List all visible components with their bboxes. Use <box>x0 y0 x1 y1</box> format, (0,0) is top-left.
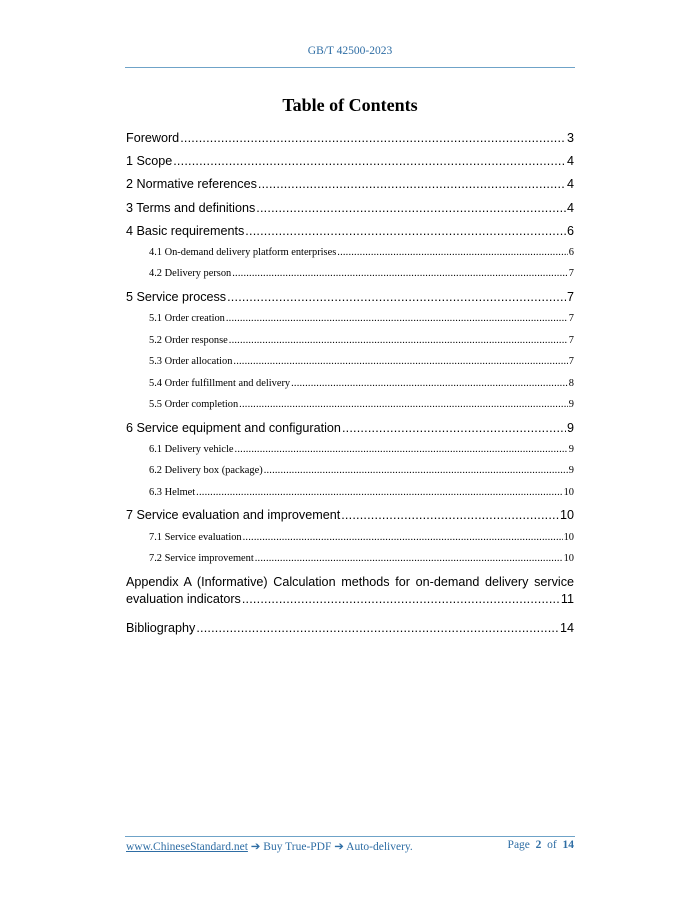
appendix-title-line1: Appendix A (Informative) Calculation methods for on-demand delivery service <box>126 574 574 589</box>
toc-entry-page: 4 <box>566 200 574 215</box>
toc-entry-label: 5.1 Order creation <box>149 313 225 325</box>
dot-leader <box>255 552 563 566</box>
dot-leader <box>239 398 568 412</box>
toc-entry-label: 6.2 Delivery box (package) <box>149 465 263 477</box>
toc-entry-page: 10 <box>563 486 574 498</box>
toc-entry-label: Foreword <box>126 131 180 145</box>
toc-entry-label: 2 Normative references <box>126 177 257 192</box>
dot-leader <box>196 486 562 500</box>
toc-entry-page: 10 <box>563 553 574 564</box>
toc-entry-page: 8 <box>568 377 574 389</box>
toc-entry[interactable] <box>126 531 574 553</box>
toc-entry-page: 7 <box>568 356 574 368</box>
toc-entry[interactable] <box>126 200 574 223</box>
toc-entry[interactable] <box>126 507 574 530</box>
dot-leader <box>173 153 566 170</box>
toc-entry[interactable] <box>126 176 574 199</box>
toc-entry[interactable] <box>126 443 574 465</box>
dot-leader <box>229 334 568 348</box>
toc-entry-page: 14 <box>559 620 574 635</box>
toc-entry-label: Bibliography <box>126 620 196 635</box>
toc-entry-label: 5.2 Order response <box>149 334 228 346</box>
dot-leader <box>341 507 559 524</box>
toc-entry-label: 5.5 Order completion <box>149 399 239 411</box>
total-pages: 14 <box>562 839 574 851</box>
toc-entry-page: 10 <box>559 508 574 523</box>
toc-entry-label: 5.3 Order allocation <box>149 356 233 368</box>
document-header <box>0 45 700 57</box>
dot-leader <box>226 312 568 326</box>
toc-entry[interactable] <box>126 289 574 312</box>
dot-leader <box>180 130 566 147</box>
toc-entry-label: 4 Basic requirements <box>126 223 245 238</box>
toc-entry-label: 5.4 Order fulfillment and delivery <box>149 377 291 389</box>
toc-entry[interactable] <box>126 486 574 508</box>
dot-leader <box>227 289 566 306</box>
dot-leader <box>256 200 566 217</box>
table-of-contents <box>126 130 574 643</box>
arrow-right-icon: ➔ <box>250 841 261 853</box>
toc-entry-page: 7 <box>566 289 574 304</box>
toc-entry-page: 7 <box>568 268 574 280</box>
toc-entry-label: 3 Terms and definitions <box>126 200 256 215</box>
toc-entry-label: 1 Scope <box>126 154 173 169</box>
toc-entry[interactable] <box>126 398 574 420</box>
dot-leader <box>258 176 566 193</box>
toc-entry-page: 4 <box>566 154 574 169</box>
dot-leader <box>245 223 566 240</box>
dot-leader <box>232 267 568 281</box>
toc-entry-page: 9 <box>568 465 574 477</box>
toc-entry[interactable] <box>126 355 574 377</box>
toc-entry-page: 7 <box>568 334 574 346</box>
toc-entry-page: 6 <box>568 246 574 258</box>
toc-entry[interactable] <box>126 420 574 443</box>
toc-entry-label: 4.1 On-demand delivery platform enterprises <box>149 246 337 258</box>
toc-entry-label: 6.1 Delivery vehicle <box>149 443 234 455</box>
appendix-title-line2: evaluation indicators <box>126 592 241 606</box>
toc-entry[interactable] <box>126 552 574 574</box>
toc-entry-label: 6.3 Helmet <box>149 486 196 498</box>
dot-leader <box>196 620 559 637</box>
arrow-right-icon: ➔ <box>334 841 344 853</box>
toc-entry-page: 11 <box>560 592 574 606</box>
page-label: Page <box>507 839 530 851</box>
page-title: Table of Contents <box>282 95 418 115</box>
toc-entry-label: 4.2 Delivery person <box>149 268 232 280</box>
auto-delivery-text: Auto-delivery. <box>346 841 413 853</box>
toc-entry[interactable] <box>126 464 574 486</box>
header-divider <box>125 67 575 68</box>
footer-promo <box>126 839 413 853</box>
toc-entry-page: 6 <box>566 223 574 238</box>
dot-leader <box>233 355 567 369</box>
footer-divider <box>125 836 575 837</box>
toc-entry-page: 7 <box>568 313 574 325</box>
toc-entry[interactable] <box>126 377 574 399</box>
buy-pdf-text: Buy True-PDF <box>263 841 332 853</box>
toc-entry-page: 10 <box>563 531 574 543</box>
toc-entry-page: 9 <box>568 443 574 455</box>
toc-entry[interactable] <box>126 312 574 334</box>
dot-leader <box>337 246 568 260</box>
toc-entry[interactable] <box>126 153 574 176</box>
toc-entry-page: 3 <box>566 131 574 145</box>
toc-entry-page: 9 <box>566 420 574 435</box>
toc-entry-label: 7 Service evaluation and improvement <box>126 508 341 523</box>
dot-leader <box>235 443 568 457</box>
toc-entry[interactable] <box>126 246 574 268</box>
current-page: 2 <box>535 839 542 851</box>
website-link[interactable]: www.ChineseStandard.net <box>126 841 248 853</box>
toc-entry[interactable] <box>126 223 574 246</box>
toc-entry-label: 7.1 Service evaluation <box>149 531 242 543</box>
page-indicator <box>508 839 574 853</box>
dot-leader <box>342 420 566 437</box>
toc-entry-page: 4 <box>566 177 574 192</box>
dot-leader <box>243 531 563 545</box>
of-label: of <box>547 839 557 851</box>
dot-leader <box>264 464 568 478</box>
document-footer <box>126 839 574 853</box>
toc-entry-page: 9 <box>568 399 574 411</box>
toc-entry-label: 5 Service process <box>126 289 227 304</box>
dot-leader <box>291 377 568 391</box>
toc-entry[interactable] <box>126 130 574 153</box>
dot-leader <box>242 591 560 609</box>
toc-entry[interactable] <box>126 267 574 289</box>
toc-entry-bibliography[interactable] <box>126 620 574 643</box>
toc-entry[interactable] <box>126 334 574 356</box>
toc-entry-label: 7.2 Service improvement <box>149 553 254 564</box>
toc-entry-appendix[interactable] <box>126 574 574 620</box>
standard-number: GB/T 42500-2023 <box>307 45 393 57</box>
toc-entry-label: 6 Service equipment and configuration <box>126 420 341 435</box>
